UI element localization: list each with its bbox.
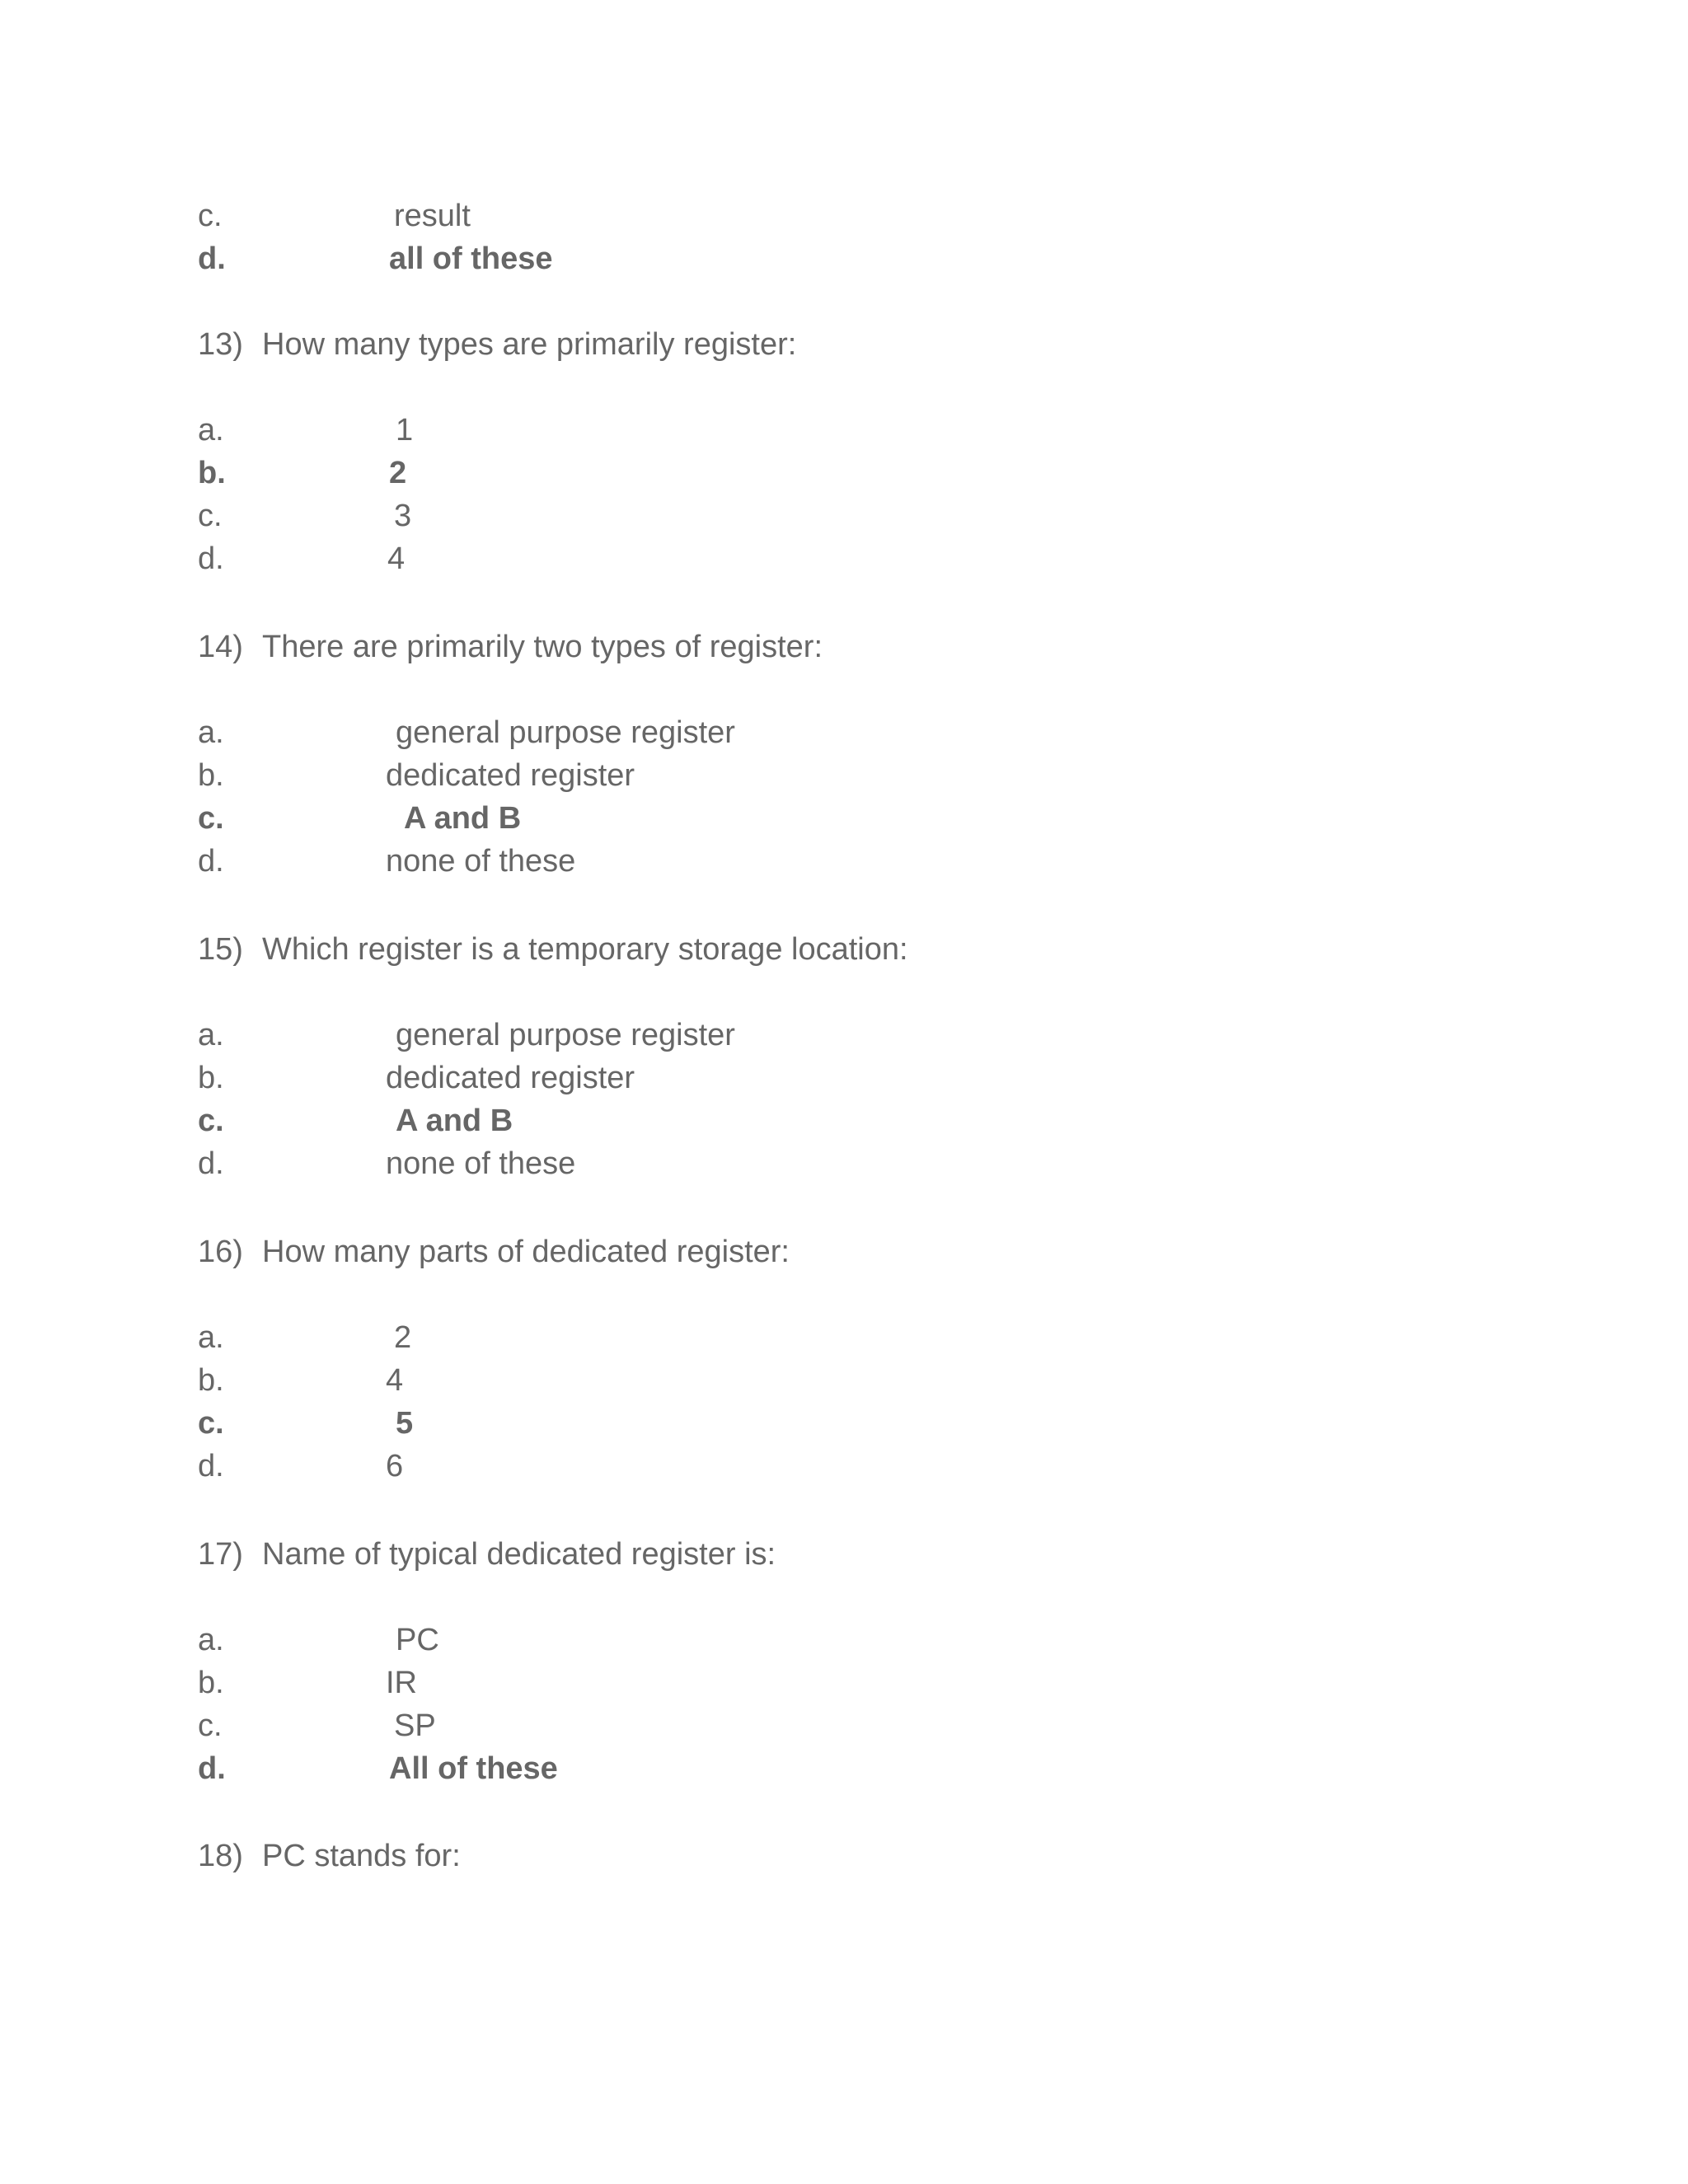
option-text: 4 [386, 1363, 404, 1398]
option-letter: c. [198, 1104, 224, 1138]
option-letter: b. [198, 1061, 224, 1095]
question-14 [198, 622, 1517, 672]
option-letter: d. [198, 241, 226, 276]
option-text: All of these [389, 1751, 558, 1786]
option-row [0, 751, 1688, 800]
option-letter: a. [198, 1320, 224, 1355]
option-text: SP [394, 1708, 436, 1743]
option-letter: c. [198, 1708, 223, 1743]
option-text: 2 [389, 456, 407, 490]
option-row-correct [0, 1096, 1688, 1146]
option-letter: b. [198, 456, 226, 490]
option-letter: d. [198, 844, 224, 879]
option-row-correct [0, 1399, 1688, 1448]
option-text: none of these [386, 844, 576, 879]
option-letter: c. [198, 801, 224, 836]
option-letter: a. [198, 413, 224, 448]
option-letter: d. [198, 541, 224, 576]
option-text: dedicated register [386, 758, 635, 793]
option-text: 2 [394, 1320, 412, 1355]
question-text: How many parts of dedicated register: [262, 1235, 790, 1269]
option-row [0, 491, 1688, 541]
option-letter: a. [198, 1623, 224, 1657]
option-text: 1 [396, 413, 414, 448]
option-letter: c. [198, 199, 223, 233]
option-text: all of these [389, 241, 553, 276]
option-row [0, 1658, 1688, 1708]
option-letter: d. [198, 1146, 224, 1181]
option-text: general purpose register [396, 715, 735, 750]
question-text: There are primarily two types of register: [262, 630, 823, 664]
option-row-correct [0, 234, 1688, 284]
question-number: 15) [198, 932, 243, 967]
option-text: result [394, 199, 471, 233]
option-letter: b. [198, 1666, 224, 1700]
option-row [0, 708, 1688, 757]
option-text: IR [386, 1666, 417, 1700]
option-text: 3 [394, 499, 412, 533]
question-18 [198, 1831, 1517, 1881]
option-text: 6 [386, 1449, 404, 1483]
option-row [0, 405, 1688, 455]
question-number: 14) [198, 630, 243, 664]
option-letter: c. [198, 1406, 224, 1441]
option-letter: a. [198, 1018, 224, 1052]
option-row-correct [0, 794, 1688, 843]
question-text: Which register is a temporary storage location: [262, 932, 908, 967]
option-row [0, 534, 1688, 583]
option-row [0, 1139, 1688, 1188]
option-row [0, 1313, 1688, 1362]
option-letter: d. [198, 1449, 224, 1483]
question-text: Name of typical dedicated register is: [262, 1537, 776, 1572]
option-row [0, 1701, 1688, 1750]
option-row [0, 837, 1688, 886]
option-row [0, 1356, 1688, 1405]
option-row [0, 191, 1688, 241]
option-row-correct [0, 448, 1688, 498]
question-number: 18) [198, 1839, 243, 1873]
option-text: PC [396, 1623, 439, 1657]
option-row [0, 1010, 1688, 1060]
option-letter: b. [198, 1363, 224, 1398]
question-15 [198, 925, 1517, 974]
question-16 [198, 1227, 1517, 1277]
question-text: PC stands for: [262, 1839, 461, 1873]
question-number: 16) [198, 1235, 243, 1269]
option-letter: a. [198, 715, 224, 750]
option-text: general purpose register [396, 1018, 735, 1052]
option-row [0, 1615, 1688, 1665]
question-number: 17) [198, 1537, 243, 1572]
option-letter: d. [198, 1751, 226, 1786]
option-letter: c. [198, 499, 223, 533]
option-text: 4 [387, 541, 406, 576]
question-text: How many types are primarily register: [262, 327, 797, 362]
option-text: dedicated register [386, 1061, 635, 1095]
option-row [0, 1053, 1688, 1103]
option-text: 5 [396, 1406, 414, 1441]
option-text: none of these [386, 1146, 576, 1181]
question-13 [198, 320, 1517, 369]
option-row [0, 1441, 1688, 1491]
option-letter: b. [198, 758, 224, 793]
option-row-correct [0, 1744, 1688, 1793]
option-text: A and B [404, 801, 522, 836]
question-17 [198, 1530, 1517, 1579]
option-text: A and B [396, 1104, 513, 1138]
question-number: 13) [198, 327, 243, 362]
